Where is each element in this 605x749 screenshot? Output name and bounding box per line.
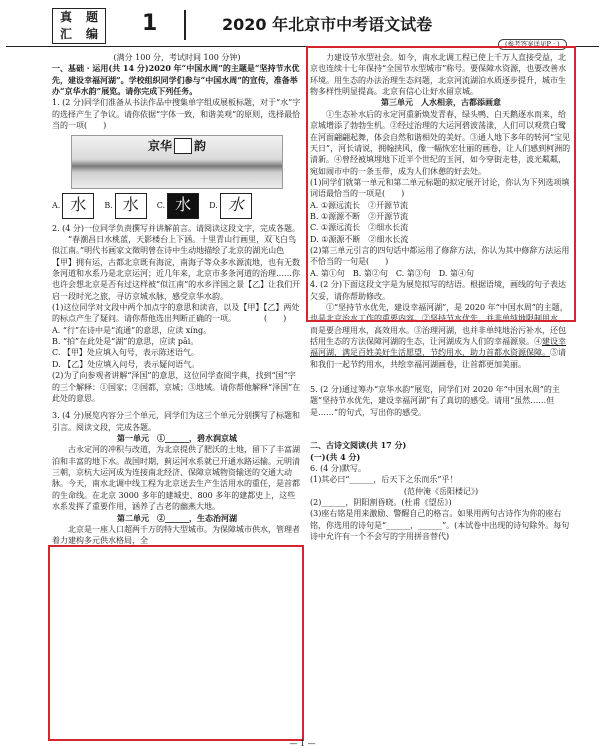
unit2-title: 第二单元 ②______，生态治河湖 [117, 512, 237, 523]
highlight-frame-left [48, 545, 304, 741]
left-column [52, 52, 302, 547]
q3-1-option-c: C. ①源远流长 ②细水长流 [310, 223, 409, 233]
unit2-text: 北京是一座人口超两千万的特大型城市。为保障城市供水，管理者着力建构多元供水格局，全 [52, 524, 300, 546]
page-header [6, 6, 599, 47]
question-2-1: (1)这位同学对文段中两个加点字的意思和读音，以及【甲】【乙】两处的标点产生了疑问。请你帮他选出判断正确的一项。 ( ) [52, 303, 300, 324]
q4-text-tail: ⑤请和我们一起节约用水，共绘幸福河湖画卷，让首都更加美丽。 [310, 348, 566, 369]
option-letter: B. [104, 200, 113, 210]
unit2-text-cont: 力建设节水型社会。如今，南水北调工程已使上千万人直接受益，北京也连续十七年保持“全国节水型城市”称号。要保障水资源，也要改善水环境。用生态的办法治理生态问题，北京河流湖泊水质逐步提升，城市生物多样性明显提高。北京有信心让好水留京城。 [310, 53, 567, 97]
option-letter: C. [156, 200, 166, 210]
paper-number: 1 [142, 11, 158, 36]
page-number: — 1 — [289, 739, 316, 748]
highlight-frame-right [306, 46, 576, 322]
option-letter: D. [209, 200, 218, 210]
logo-char: 编 [85, 27, 98, 42]
question-3-2: (2)第三单元引言的四句话中都运用了修辞方法，你认为其中修辞方法运用不恰当的一句是( ) [310, 246, 570, 267]
option-letter: A. [52, 200, 61, 210]
q2-option-a: A. “行”在诗中是“流通”的意思，应读 xíng。 [52, 325, 212, 335]
question-1: 1. (2 分)同学们准备从书法作品中搜集单字组成展板标题，对于“水”字的选择产生了争议。请你依据“字体一致，和谐美观”的原则，选择最恰当的一项( ) [52, 98, 301, 131]
banner-title [148, 138, 206, 155]
banner-text-left: 京华 [147, 138, 172, 153]
question-6-3: (3)座右铭是用来激励、警醒自己的格言。如果用两句古诗作为你的座右铭，你选用的诗句是“______，______”。(本试卷中出现的诗句除外。每句诗中允许有一个不会写的字用拼音替代) [310, 509, 570, 542]
series-logo [52, 8, 106, 44]
question-6-1: (1)其必曰“______，后天下之乐而乐”乎！ [310, 475, 458, 485]
calligraphy-glyph: 水 [115, 193, 147, 219]
option-c[interactable] [157, 193, 199, 219]
unit3-title: 第三单元 人水相亲，古都添画意 [381, 97, 501, 108]
q2-option-b: B. “拍”在此处是“湖”的意思，应读 pāi。 [52, 337, 199, 347]
option-b[interactable] [104, 193, 146, 219]
logo-char: 真 [59, 10, 72, 24]
answer-reference-tag: (参考答案详见P · ) [498, 39, 567, 50]
question-6: 6. (4 分)默写。 [310, 463, 367, 473]
calligraphy-options [52, 193, 302, 219]
q2-option-d: D. 【乙】处应填入问号，表示疑问语气。 [52, 359, 200, 369]
calligraphy-glyph: 水 [220, 193, 252, 219]
option-d[interactable] [209, 193, 252, 219]
q4-text-lead: ①“坚持节水优先，建设幸福河湖”，是 2020 年“中国水周”的主题，也是北京治水工作的重要内容。②坚持节水优先，并非单纯地限制用水，而是要合理用水，高效用水。③治理河湖，也并非单纯地治污补水，还包括用生态的方法保障河湖的生态，让河湖成为人们的幸福源泉。④ [310, 302, 568, 346]
unit1-text: 古永定河的冲积与改道，为北京提供了肥沃的土地，留下了丰富湖泊和丰富的地下水。战国时期，蓟运河水系就已开通水路运输。元明清三朝，京杭大运河成为连接南北经济、保障京城物资输送的交通大动脉。今天，南水北调中线工程为北京送去生产生活用水的重任，是首都的生命线。在北京 3000 多年的建城史、800 多年的建都史上，这些水系发挥了重要作用，涵养了古老的幽燕大地。 [52, 445, 300, 512]
section1-title: 一、基础 · 运用(共 14 分)2020 年“中国水周”的主题是“坚持节水优先，建设幸福河湖”。学校组织同学们参与“中国水周”的宣传，准备举办“京华水韵”展览。请你完成下列任务。 [52, 63, 300, 97]
q3-1-option-b: B. ①源源不断 ②开源节流 [310, 212, 409, 222]
logo-char: 题 [85, 10, 98, 24]
unit1-title: 第一单元 ①______，碧水润京城 [117, 432, 237, 443]
question-2-passage: “春潮昌日水桃蓝，天影楼台上下涵。十里青山行画里，双飞白鸟似江南。”明代书画家文徵明曾在诗中生动地描绘了北京的湖光山色【甲】拥有运，古都北京既有海淀，南海子等众多水源流地，也有无数条河道和水系乃是北京运河；近几年来，北京市多条河道的治理……你也许会想北京是否有过这样被“似江南”的水乡洋国之景【乙】让我们开启一段时光之旅，寻访京城水脉，感受京华水韵。 [52, 234, 301, 301]
calligraphy-glyph: 水 [62, 193, 94, 219]
banner-blank [174, 138, 192, 154]
logo-char: 汇 [59, 27, 72, 42]
question-4: 4. (2 分)下面这段文字是为展览拟写的结语。根据语境，画线的句子表达欠妥，请你帮助修改。 [310, 280, 567, 301]
q3-1-option-a: A. ①源远流长 ②开源节流 [310, 200, 409, 210]
question-2-intro: 2. (4 分)一位同学负责撰写并讲解前言。请阅读这段文字，完成各题。 [52, 223, 301, 233]
section2-title: 二、古诗文阅读(共 17 分) [310, 440, 407, 451]
section2-subtitle: (一)(共 4 分) [310, 451, 361, 462]
question-6-1-source: (范仲淹《岳阳楼记》) [403, 486, 479, 496]
exam-meta: (满分 100 分，考试时间 100 分钟) [113, 53, 241, 62]
banner-text-right: 韵 [194, 138, 207, 153]
question-6-2: (2)______，阴阳割昏晓。(杜甫《望岳》) [310, 497, 452, 507]
banner-photo [71, 135, 283, 189]
q3-2-options: A. 第①句 B. 第②句 C. 第③句 D. 第④句 [310, 268, 474, 278]
q4-underlined-sentence: 建设幸福河湖，满足百姓美好生活愿望，节约用水，助力首都水资源保障。 [310, 336, 566, 358]
q3-1-option-d: D. ①源源不断 ②细水长流 [310, 234, 409, 244]
question-5: 5. (2 分)通过筹办“京华水韵”展览，同学们对 2020 年“中国水周”的主题“坚持节水优先，建设幸福河湖”有了真切的感受。请用“虽然……但是……”的句式，写出你的感受。 [310, 385, 560, 417]
question-2-2: (2)为了向参观者讲解“泽国”的意思，这位同学查阅字典，找到“国”字的三个解释：①国家；②国都，京城；③地域。请你帮他解释“泽国”在此处的意思。 [52, 371, 301, 403]
q2-option-c: C. 【甲】处应填入句号，表示陈述语气。 [52, 348, 199, 358]
paper-title: 2020 年北京市中考语文试卷 [222, 15, 433, 34]
question-3-1: (1)同学们就第一单元和第二单元标题的拟定展开讨论，你认为下列选项填词语最恰当的一项是( ) [310, 177, 570, 199]
calligraphy-glyph: 水 [167, 193, 199, 219]
unit3-text: ①生态补水后的永定河重新焕发青春，绿头鸭、白天鹅逐水而来，给京城增添了勃勃生机。②经过治理的大运河碧波荡漾，人们可以观赏白鹭在河面翩翩起舞，体会自然和谐相处的美好。③通人地下多年的转河“宝见天日”，河长请说，拥翰挟风，像一幅恢宏壮丽的画卷，让人们感到柯洲的清新。④曾经被填埋地下近半个世纪的玉河，如今穿街走巷，波光粼粼，宛如闹市中的一条玉带，成为人们休憩的好去处。 [310, 109, 571, 176]
question-3: 3. (4 分)展览内容分三个单元，同学们为这三个单元分别撰写了标题和引言。阅读文段，完成各题。 [52, 411, 301, 432]
header-divider [184, 10, 186, 40]
option-a[interactable] [52, 193, 94, 219]
